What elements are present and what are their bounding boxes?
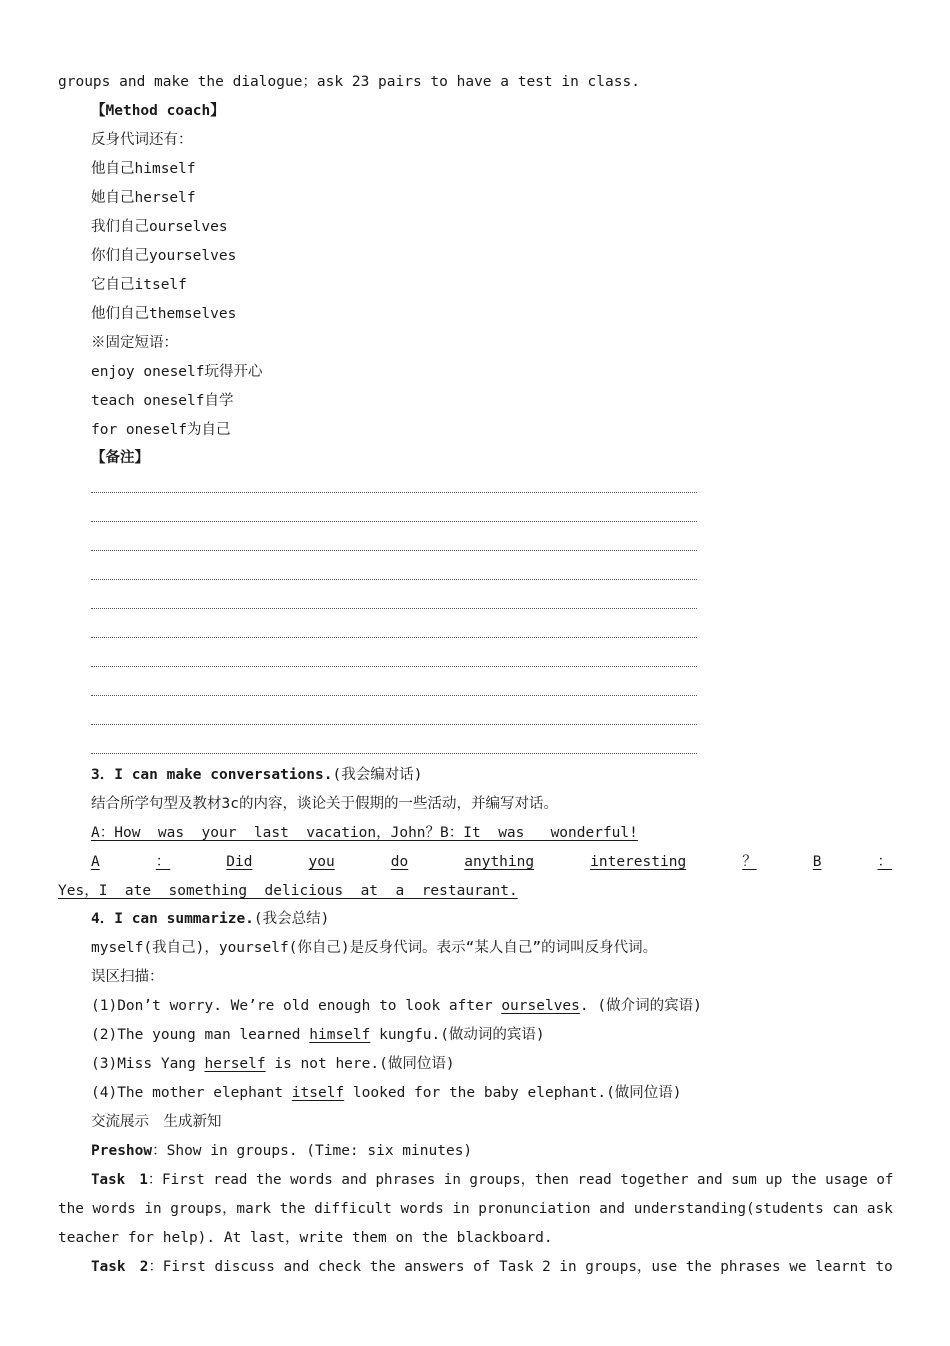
pitfall-example [91,1083,682,1103]
example-pronoun: itself [291,1085,345,1101]
dialogue-line-3: Yes，I ate something delicious at a restaurant. [58,883,518,899]
method-coach-subheading: 反身代词还有： [91,132,193,148]
pitfall-heading: 误区扫描： [91,969,164,985]
intro-line: groups and make the dialogue；ask 23 pairs to have a test in class. [58,74,640,90]
task2-line [91,1257,893,1277]
note-line [91,550,697,551]
dialogue-line-1: A：How was your last vacation，John？B：It was wonderful! [91,825,638,841]
preshow-line [91,1141,472,1161]
dialogue-word: you [308,854,335,870]
task1-text-cont: teacher for help). At last，write them on the blackboard. [58,1230,553,1246]
section3-title: 3．I can make conversations. [91,767,333,783]
example-text: (3)Miss Yang [91,1056,205,1072]
pitfall-example [91,1054,455,1074]
dialogue-word: B [812,854,822,870]
section3-title-row [91,765,422,785]
pitfall-example [91,996,702,1016]
example-pronoun: ourselves [501,998,580,1014]
notes-heading: 【备注】 [91,450,149,466]
section4-title-row [91,909,329,929]
example-text: is not here.(做同位语) [265,1056,455,1072]
section4-summary: myself(我自己)，yourself(你自己)是反身代词。表示“某人自己”的词叫反身代词。 [91,940,658,956]
example-text: (2)The young man learned [91,1027,310,1043]
section4-title-cn: (我会总结) [253,911,330,927]
pronoun-item: 他自己himself [91,161,196,177]
task1-label: Task 1 [91,1172,148,1188]
dialogue-word: ： [877,854,892,870]
task1-line [91,1170,893,1190]
note-line [91,521,697,522]
note-line [91,666,697,667]
pronoun-item: 她自己herself [91,190,196,206]
example-text: (4)The mother elephant [91,1085,292,1101]
pitfall-example [91,1025,545,1045]
method-coach-heading: 【Method coach】 [91,103,225,119]
task1-text: ：First read the words and phrases in groups，then read together and sum up the usage of [147,1172,894,1188]
example-pronoun: himself [309,1027,371,1043]
note-line [91,753,697,754]
note-line [91,579,697,580]
section4-title: 4．I can summarize. [91,911,254,927]
dialogue-word: do [390,854,409,870]
dialogue-word: ？ [742,854,757,870]
task2-text: ：First discuss and check the answers of Task 2 in groups，use the phrases we learnt to [148,1259,893,1275]
example-pronoun: herself [204,1056,266,1072]
example-text: (1)Don’t worry. We’re old enough to look after [91,998,502,1014]
preshow-text: ：Show in groups. (Time: six minutes) [152,1143,473,1159]
dialogue-word: ： [155,854,171,870]
task2-label: Task 2 [91,1259,149,1275]
example-text: . (做介词的宾语) [579,998,702,1014]
note-line [91,637,697,638]
section3-instruction: 结合所学句型及教材3c的内容，谈论关于假期的一些活动，并编写对话。 [91,796,558,812]
phrase-item: teach oneself自学 [91,393,234,409]
exchange-heading: 交流展示 生成新知 [91,1114,222,1130]
dialogue-word: Did [226,854,253,870]
pronoun-item: 我们自己ourselves [91,219,228,235]
note-line [91,695,697,696]
pronoun-item: 它自己itself [91,277,187,293]
dialogue-line-2 [91,852,892,872]
section3-title-cn: (我会编对话) [332,767,423,783]
pronoun-item: 他们自己themselves [91,306,237,322]
dialogue-word: anything [464,854,535,870]
dialogue-word: interesting [590,854,687,870]
example-text: kungfu.(做动词的宾语) [370,1027,545,1043]
preshow-label: Preshow [91,1143,153,1159]
phrases-heading: ※固定短语： [91,335,178,351]
note-line [91,492,697,493]
dialogue-word: A [91,854,100,870]
phrase-item: for oneself为自己 [91,422,231,438]
note-line [91,608,697,609]
example-text: looked for the baby elephant.(做同位语) [344,1085,682,1101]
phrase-item: enjoy oneself玩得开心 [91,364,263,380]
task1-text-cont: the words in groups，mark the difficult words in pronunciation and understanding(students can ask [58,1201,893,1217]
pronoun-item: 你们自己yourselves [91,248,237,264]
note-line [91,724,697,725]
